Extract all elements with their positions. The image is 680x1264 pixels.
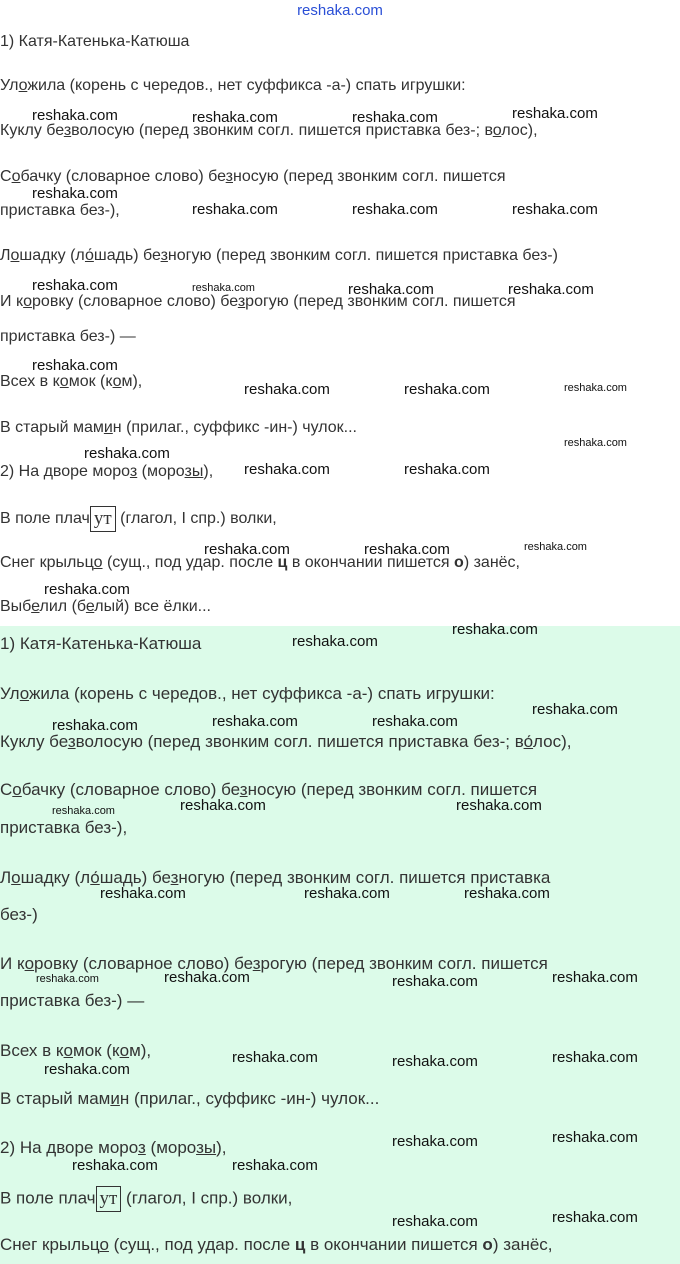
hl: о: [10, 247, 20, 264]
watermark: reshaka.com: [456, 797, 542, 814]
t: Ул: [0, 77, 19, 94]
verse-line-7: [0, 1089, 379, 1109]
watermark: reshaka.com: [392, 1213, 478, 1230]
watermark: reshaka.com: [452, 621, 538, 638]
verse-line-2: [0, 732, 572, 752]
watermark: reshaka.com: [244, 461, 330, 478]
watermark: reshaka.com: [564, 382, 627, 394]
t: ровку (словарное слово) бе: [34, 954, 253, 973]
hl: з: [225, 168, 233, 185]
t: С: [0, 168, 12, 185]
hl: о́: [90, 868, 100, 887]
watermark: reshaka.com: [180, 797, 266, 814]
t: м),: [129, 1041, 152, 1060]
hl: и: [110, 1089, 120, 1108]
t: В поле плач: [0, 510, 90, 528]
t: 2) На дворе моро: [0, 1138, 139, 1157]
watermark: reshaka.com: [32, 185, 118, 202]
t: ногую (перед звонким согл. пишется приставка без-): [167, 247, 558, 264]
t: Куклу бе: [0, 732, 68, 751]
t: шадь) бе: [93, 247, 161, 264]
watermark: reshaka.com: [32, 107, 118, 124]
t: рогую (перед звонким согл. пишется: [245, 293, 516, 310]
t: ) занёс,: [463, 554, 520, 571]
watermark: reshaka.com: [392, 1053, 478, 1070]
hl: о: [59, 373, 69, 390]
watermark: reshaka.com: [404, 461, 490, 478]
hl: и: [103, 419, 113, 436]
hl: зы: [196, 1138, 217, 1157]
watermark: reshaka.com: [232, 1157, 318, 1174]
t: Всех в к: [0, 1041, 64, 1060]
t: Л: [0, 868, 12, 887]
t: жила (корень с чередов., нет суффикса -а-) спать игрушки:: [27, 77, 466, 94]
site-header[interactable]: reshaka.com: [297, 2, 383, 19]
t: м),: [121, 373, 143, 390]
t: Куклу бе: [0, 122, 64, 139]
t: лос),: [533, 732, 572, 751]
t: шадку (л: [20, 868, 91, 887]
t: И к: [0, 293, 24, 310]
hl: з: [252, 954, 261, 973]
t: В поле плач: [0, 1188, 96, 1208]
watermark: reshaka.com: [36, 973, 99, 985]
verse-line-1: [0, 76, 466, 96]
watermark: reshaka.com: [292, 633, 378, 650]
hl: о: [24, 954, 35, 973]
t: носую (перед звонким согл. пишется: [247, 780, 538, 799]
verse-line-10: [0, 1235, 553, 1255]
t: В старый мам: [0, 1089, 111, 1108]
t: лил (б: [39, 598, 86, 615]
watermark: reshaka.com: [352, 201, 438, 218]
hl: е: [31, 598, 40, 615]
t: бачку (словарное слово) бе: [20, 168, 226, 185]
hl: о: [23, 293, 33, 310]
t: в окончании пишется: [287, 554, 455, 571]
hl: з: [170, 868, 179, 887]
hl: о́: [523, 732, 534, 751]
watermark: reshaka.com: [100, 885, 186, 902]
t: (моро: [137, 463, 185, 480]
t: ) занёс,: [492, 1235, 553, 1254]
verse-line-3b: приставка без-),: [0, 818, 128, 837]
hl: о: [19, 684, 30, 703]
verse-line-8: [0, 462, 213, 482]
watermark: reshaka.com: [532, 701, 618, 718]
t: рогую (перед звонким согл. пишется: [260, 954, 548, 973]
t: н (прилаг., суффикс -ин-) чулок...: [119, 1089, 380, 1108]
t: ровку (словарное слово) бе: [32, 293, 238, 310]
t: лый) все ёлки...: [94, 598, 211, 615]
t: носую (перед звонким согл. пишется: [233, 168, 506, 185]
hl: з: [138, 1138, 146, 1157]
hl: з: [160, 247, 168, 264]
t: мок (к: [68, 373, 113, 390]
hl: о: [492, 122, 502, 139]
t: волосую (перед звонким согл. пишется приставка без-; в: [71, 122, 493, 139]
verse-line-3: [0, 167, 505, 187]
ending-box: ут: [90, 506, 116, 532]
verse-line-5b: приставка без-) —: [0, 991, 145, 1010]
watermark: reshaka.com: [192, 201, 278, 218]
t: Снег крыльц: [0, 1235, 100, 1254]
t: Л: [0, 247, 11, 264]
watermark: reshaka.com: [404, 381, 490, 398]
watermark: reshaka.com: [52, 805, 115, 817]
t: (сущ., под удар. после: [102, 554, 278, 571]
t: ),: [203, 463, 214, 480]
watermark: reshaka.com: [212, 713, 298, 730]
hl: о: [99, 1235, 109, 1254]
watermark: reshaka.com: [164, 969, 250, 986]
hl: з: [239, 780, 248, 799]
t: (глагол, I спр.) волки,: [121, 1188, 293, 1208]
watermark: reshaka.com: [44, 1061, 130, 1078]
verse-line-9: [0, 1186, 292, 1212]
t: (глагол, I спр.) волки,: [115, 510, 277, 528]
watermark: reshaka.com: [372, 713, 458, 730]
watermark: reshaka.com: [304, 885, 390, 902]
hl: о: [119, 1041, 130, 1060]
t: в окончании пишется: [305, 1235, 483, 1254]
verse-line-1: [0, 684, 495, 704]
watermark: reshaka.com: [32, 357, 118, 374]
bold-letter: ц: [277, 554, 288, 571]
verse-line-5b: приставка без-) —: [0, 328, 136, 345]
watermark: reshaka.com: [392, 973, 478, 990]
watermark: reshaka.com: [232, 1049, 318, 1066]
verse-line-3b: приставка без-),: [0, 202, 120, 219]
t: С: [0, 780, 13, 799]
verse-line-5: [0, 292, 516, 312]
verse-line-11: [0, 597, 211, 617]
hl: зы: [184, 463, 204, 480]
verse-line-5: [0, 954, 548, 974]
hl: о: [11, 868, 21, 887]
watermark: reshaka.com: [364, 541, 450, 558]
t: Ул: [0, 684, 20, 703]
t: жила (корень с чередов., нет суффикса -а-) спать игрушки:: [29, 684, 495, 703]
hl: о́: [84, 247, 94, 264]
bold-letter: о: [454, 554, 464, 571]
watermark: reshaka.com: [564, 437, 627, 449]
t: (сущ., под удар. после: [108, 1235, 295, 1254]
watermark: reshaka.com: [192, 109, 278, 126]
watermark: reshaka.com: [192, 282, 255, 294]
watermark: reshaka.com: [244, 381, 330, 398]
watermark: reshaka.com: [512, 201, 598, 218]
hl: з: [67, 732, 76, 751]
hl: е: [85, 598, 95, 615]
hl: з: [237, 293, 246, 310]
watermark: reshaka.com: [552, 1209, 638, 1226]
verse-line-9: [0, 506, 277, 532]
title-line: 1) Катя-Катенька-Катюша: [0, 634, 202, 653]
verse-line-7: [0, 418, 357, 438]
watermark: reshaka.com: [524, 541, 587, 553]
verse-line-8: [0, 1138, 226, 1158]
hl: о: [18, 77, 28, 94]
ending-box: ут: [96, 1186, 122, 1212]
verse-line-4b: без-): [0, 905, 38, 924]
watermark: reshaka.com: [508, 281, 594, 298]
watermark: reshaka.com: [72, 1157, 158, 1174]
watermark: reshaka.com: [552, 1129, 638, 1146]
watermark: reshaka.com: [52, 717, 138, 734]
hl: з: [63, 122, 72, 139]
t: 2) На дворе моро: [0, 463, 130, 480]
title-line: 1) Катя-Катенька-Катюша: [0, 33, 190, 50]
hl: о: [63, 1041, 73, 1060]
hl: о: [112, 373, 122, 390]
watermark: reshaka.com: [392, 1133, 478, 1150]
watermark: reshaka.com: [552, 969, 638, 986]
bold-letter: ц: [294, 1235, 306, 1254]
t: шадь) бе: [99, 868, 171, 887]
t: Снег крыльц: [0, 554, 94, 571]
t: мок (к: [73, 1041, 120, 1060]
verse-line-4: [0, 246, 558, 266]
t: шадку (л: [19, 247, 85, 264]
watermark: reshaka.com: [352, 109, 438, 126]
hl: о: [11, 168, 21, 185]
t: ),: [216, 1138, 227, 1157]
t: Выб: [0, 598, 32, 615]
t: лос),: [501, 122, 538, 139]
t: (моро: [145, 1138, 197, 1157]
hl: з: [129, 463, 138, 480]
t: н (прилаг., суффикс -ин-) чулок...: [112, 419, 357, 436]
watermark: reshaka.com: [512, 105, 598, 122]
watermark: reshaka.com: [552, 1049, 638, 1066]
verse-line-6: [0, 1041, 151, 1061]
watermark: reshaka.com: [84, 445, 170, 462]
t: волосую (перед звонким согл. пишется приставка без-; в: [75, 732, 524, 751]
t: бачку (словарное слово) бе: [21, 780, 240, 799]
verse-line-6: [0, 372, 142, 392]
t: ногую (перед звонким согл. пишется приставка: [178, 868, 551, 887]
bold-letter: о: [482, 1235, 493, 1254]
watermark: reshaka.com: [44, 581, 130, 598]
t: В старый мам: [0, 419, 104, 436]
watermark: reshaka.com: [464, 885, 550, 902]
watermark: reshaka.com: [204, 541, 290, 558]
watermark: reshaka.com: [348, 281, 434, 298]
t: Всех в к: [0, 373, 60, 390]
watermark: reshaka.com: [32, 277, 118, 294]
t: И к: [0, 954, 25, 973]
hl: о: [93, 554, 103, 571]
hl: о: [12, 780, 22, 799]
answer-section-1: [0, 0, 680, 626]
